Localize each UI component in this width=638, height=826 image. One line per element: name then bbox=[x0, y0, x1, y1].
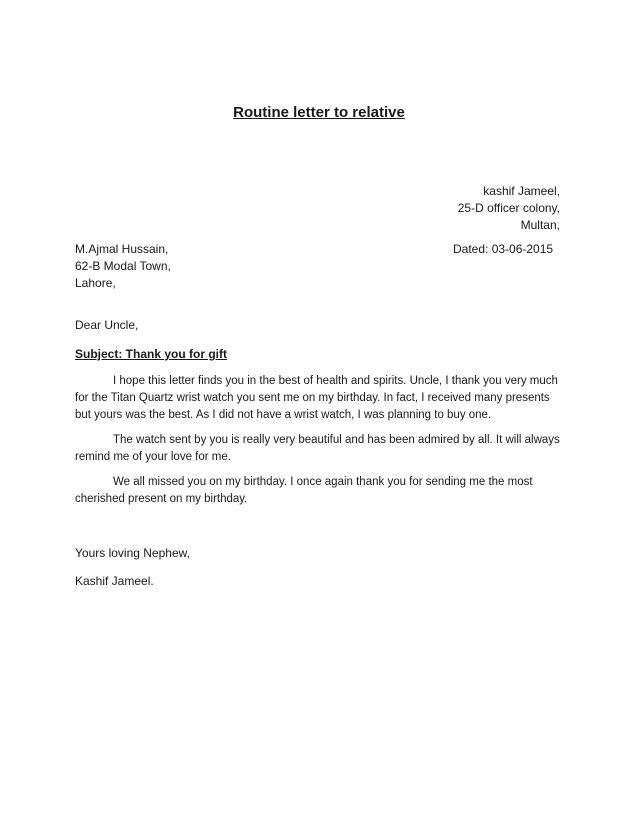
body-paragraph: The watch sent by you is really very beautiful and has been admired by all. It will always remind me of your love for me. bbox=[75, 434, 560, 463]
recipient-name: M.Ajmal Hussain, bbox=[75, 242, 169, 256]
recipient-city: Lahore, bbox=[75, 276, 116, 290]
signature-name: Kashif Jameel. bbox=[75, 574, 154, 588]
body-paragraph: We all missed you on my birthday. I once again thank you for sending me the most cherished present on my birthday. bbox=[75, 476, 533, 505]
body-paragraph: I hope this letter finds you in the best of health and spirits. Uncle, I thank you very much for the Titan Quartz wrist watch you sent me on my birthday. In fact, I received many presents but yours was the best. As I did not have a wrist watch, I was planning to buy one. bbox=[75, 375, 558, 421]
sender-address bbox=[458, 183, 560, 234]
letter-body bbox=[75, 373, 565, 516]
letter-date: Dated: 03-06-2015 bbox=[453, 242, 554, 256]
sender-city: Multan, bbox=[520, 218, 560, 232]
recipient-address-line1: 62-B Modal Town, bbox=[75, 259, 171, 273]
subject-line: Subject: Thank you for gift bbox=[75, 347, 227, 361]
sender-name: kashif Jameel, bbox=[483, 184, 560, 198]
closing-line: Yours loving Nephew, bbox=[75, 546, 190, 560]
salutation: Dear Uncle, bbox=[75, 318, 139, 332]
recipient-address bbox=[75, 241, 171, 292]
letter-title: Routine letter to relative bbox=[233, 104, 405, 121]
sender-address-line1: 25-D officer colony, bbox=[457, 201, 560, 215]
